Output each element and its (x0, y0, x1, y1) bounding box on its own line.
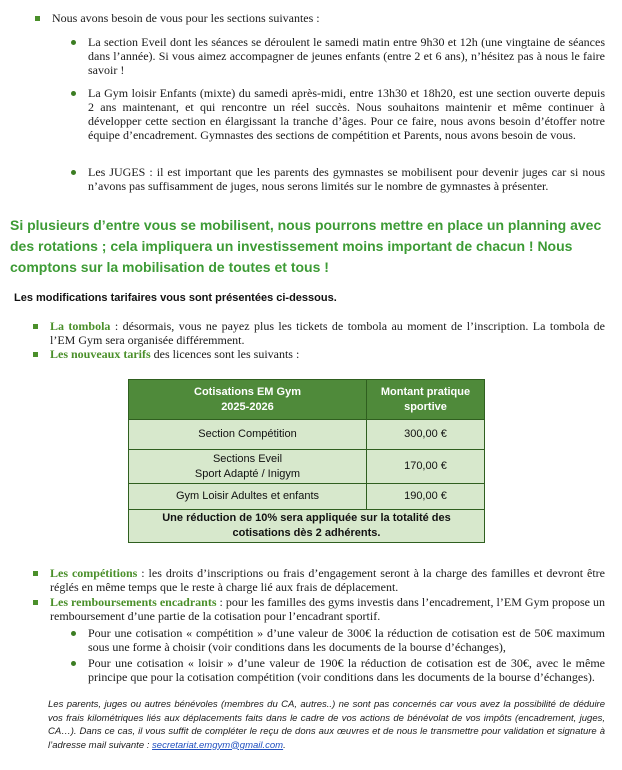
round-bullet-icon (71, 631, 76, 636)
benevoles-note-text: Les parents, juges ou autres bénévoles (membres du CA, autres..) ne sont pas concernés car vous avez la possibilité de déduire vos frais kilométriques liés aux déplacements faits dans le cadre de vos actions de bénévolat de vos impôts (encadrement, juges, CA…). Dans ce cas, il vous suffit de compléter le reçu de dons aux œuvres et de nous le transmettre pour validation et signature à l’adresse mail suivante : (48, 699, 605, 751)
table-row (129, 450, 485, 484)
table-header-row (129, 380, 485, 420)
competitions-text: : les droits d’inscriptions ou frais d’engagement seront à la charge des familles et devront être réglés en même temps que le reste à charge lié aux frais de déplacement. (50, 566, 605, 594)
round-bullet-icon (71, 40, 76, 45)
mobilisation-callout: Si plusieurs d’entre vous se mobilisent, nous pourrons mettre en place un planning avec des rotations ; cela impliquera un investissement moins important de chacun ! Nous comptons sur la mobilisation de toutes et tous ! (10, 217, 602, 275)
tombola-text: : désormais, vous ne payez plus les tickets de tombola au moment de l’inscription. La tombola de l’EM Gym sera organisée différemment. (50, 319, 605, 347)
row-price-competition: 300,00 € (367, 420, 485, 450)
remboursement-loisir-item: Pour une cotisation « loisir » d’une valeur de 190€ la réduction de cotisation est de 30€, avec le même principe que pour la cotisation compétition (voir conditions dans les documents de la bourse d’échanges). (88, 656, 605, 684)
square-bullet-icon (33, 571, 38, 576)
table-row (129, 420, 485, 450)
benevoles-note-end: . (283, 739, 286, 751)
section-juges-item: Les JUGES : il est important que les parents des gymnastes se mobilisent pour devenir juges car si nous n’avons pas suffisamment de juges, nous serons limités sur le nombre de gymnastes à présenter. (88, 165, 605, 193)
square-bullet-icon (35, 16, 40, 21)
tarifs-label: Les nouveaux tarifs (50, 347, 151, 361)
remboursements-paragraph (50, 595, 605, 623)
tarifs-intro-paragraph (50, 347, 605, 361)
table-header-montant: Montant pratique sportive (367, 380, 485, 420)
round-bullet-icon (71, 91, 76, 96)
remboursements-label: Les remboursements encadrants (50, 595, 217, 609)
competitions-paragraph (50, 566, 605, 594)
tombola-paragraph (50, 319, 605, 347)
table-header-cotisations: Cotisations EM Gym 2025-2026 (129, 380, 367, 420)
competitions-label: Les compétitions (50, 566, 138, 580)
row-price-eveil: 170,00 € (367, 450, 485, 484)
tarifs-table (128, 379, 485, 543)
row-price-loisir: 190,00 € (367, 484, 485, 510)
square-bullet-icon (33, 600, 38, 605)
remboursement-competition-item: Pour une cotisation « compétition » d’une valeur de 300€ la réduction de cotisation est de 50€ maximum sous une forme à choisir (voir conditions dans les documents de la bourse d’échanges), (88, 626, 605, 654)
benevoles-note (48, 698, 605, 752)
tarifs-intro-text: des licences sont les suivants : (150, 347, 300, 361)
round-bullet-icon (71, 661, 76, 666)
square-bullet-icon (33, 324, 38, 329)
table-row (129, 484, 485, 510)
row-name-eveil: Sections Eveil Sport Adapté / Inigym (129, 450, 367, 484)
section-eveil-item: La section Eveil dont les séances se déroulent le samedi matin entre 9h30 et 12h (une vingtaine de séances dans l’année). Si vous aimez accompagner de jeunes enfants (entre 2 et 6 ans), n’hésitez pas à nous le faire savoir ! (88, 35, 605, 77)
row-name-competition: Section Compétition (129, 420, 367, 450)
table-note-row (129, 510, 485, 543)
tarif-changes-heading: Les modifications tarifaires vous sont présentées ci-dessous. (14, 292, 337, 304)
table-reduction-note: Une réduction de 10% sera appliquée sur la totalité des cotisations dès 2 adhérents. (129, 510, 485, 543)
secretariat-email-link[interactable]: secretariat.emgym@gmail.com (152, 739, 284, 751)
tombola-label: La tombola (50, 319, 111, 333)
section-gym-loisir-item: La Gym loisir Enfants (mixte) du samedi après-midi, entre 13h30 et 18h20, est une section ouverte depuis 2 ans maintenant, et qui rencontre un réel succès. Nous souhaitons maintenir et même continuer à développer cette section en élargissant la tranche d’âges. Pour ce faire, nous avons besoin d’étoffer notre équipe d’encadrement. Gymnastes des sections de compétition et Parents, nous avons besoin de vous. (88, 86, 605, 142)
round-bullet-icon (71, 170, 76, 175)
square-bullet-icon (33, 352, 38, 357)
intro-text: Nous avons besoin de vous pour les sections suivantes : (52, 11, 320, 25)
row-name-loisir: Gym Loisir Adultes et enfants (129, 484, 367, 510)
remboursements-text: : pour les familles des gyms investis dans l’encadrement, l’EM Gym propose un remboursement d’une partie de la cotisation pour l’encadrant sportif. (50, 595, 605, 623)
